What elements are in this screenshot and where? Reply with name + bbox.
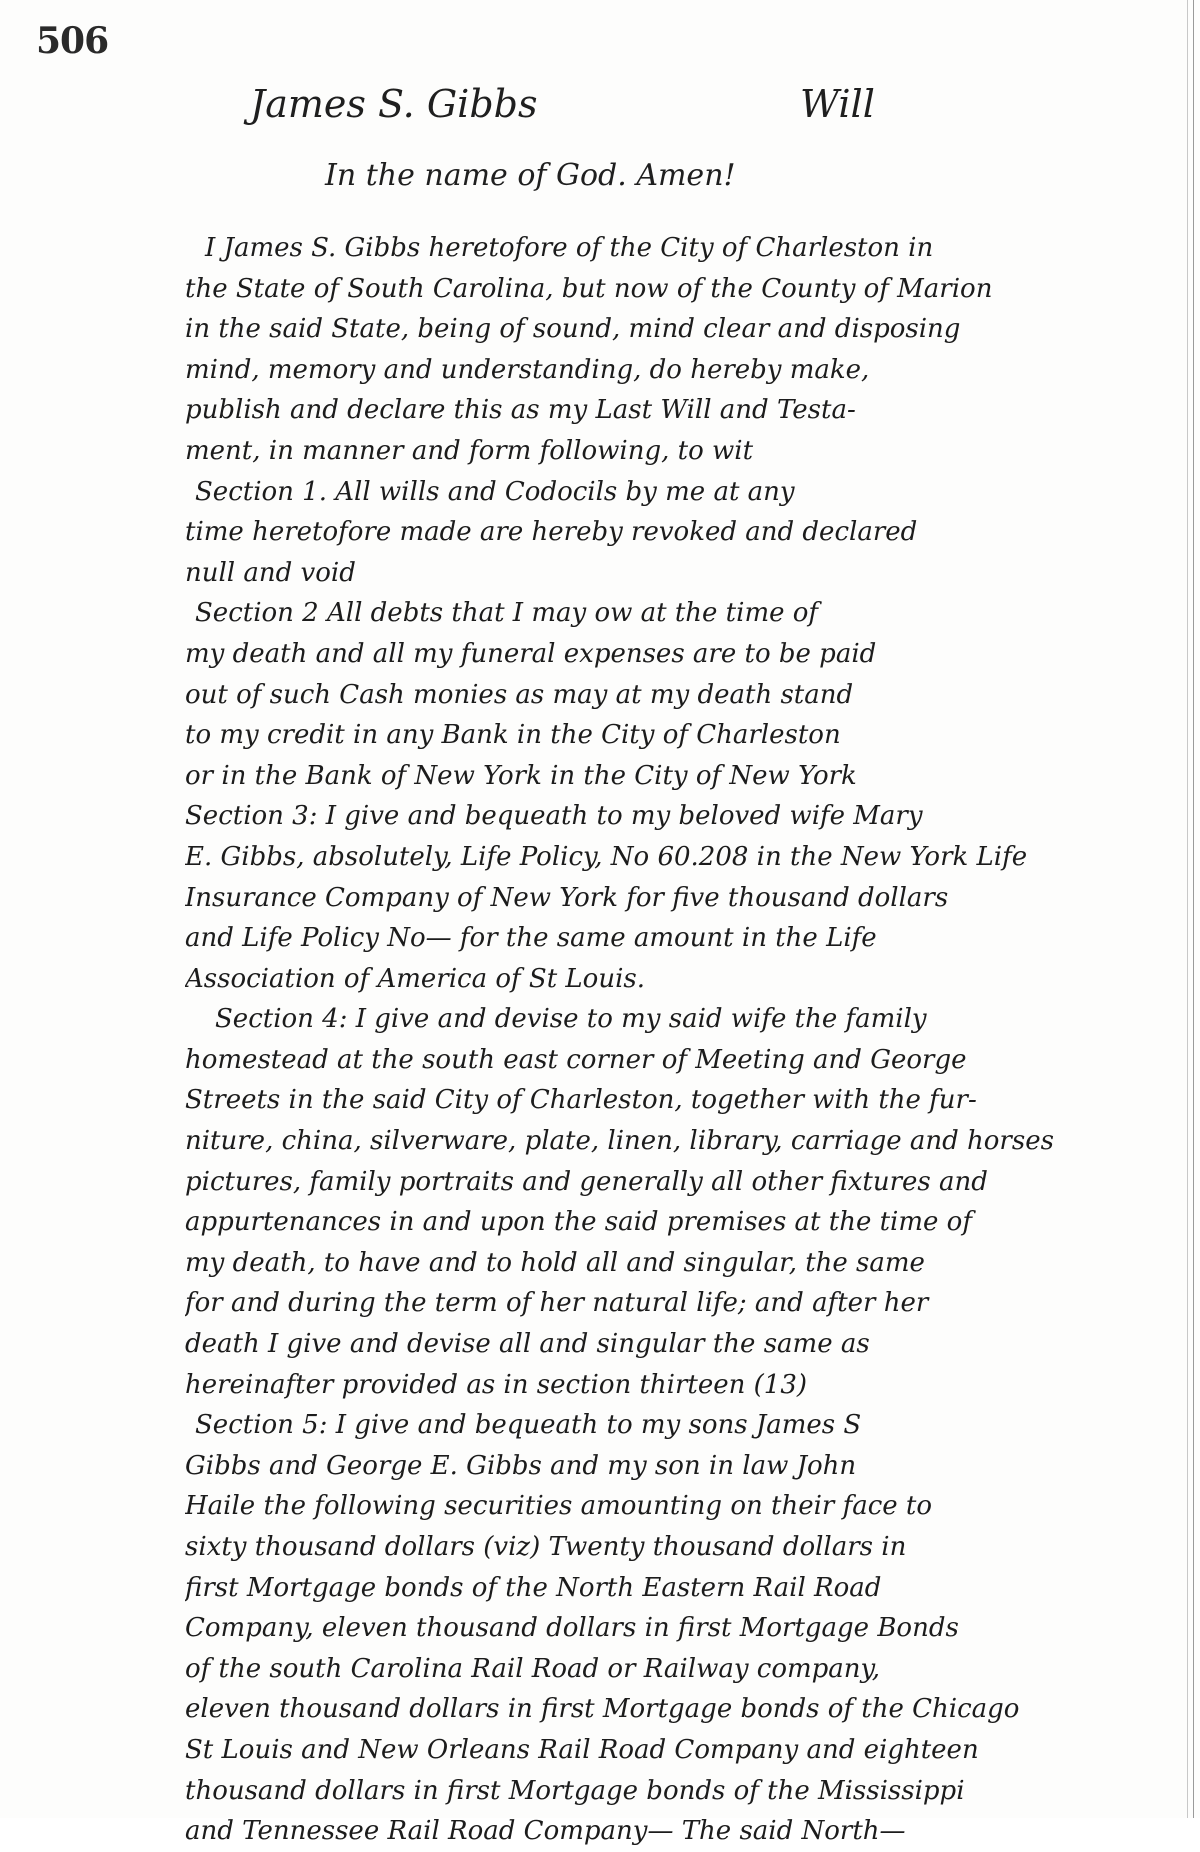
text-line: thousand dollars in first Mortgage bonds of the Mississippi	[185, 1775, 965, 1806]
text-line: niture, china, silverware, plate, linen, library, carriage and horses	[185, 1126, 1054, 1157]
text-line: appurtenances in and upon the said premises at the time of	[185, 1207, 972, 1238]
text-line: eleven thousand dollars in first Mortgage bonds of the Chicago	[185, 1694, 1020, 1725]
text-line: homestead at the south east corner of Meeting and George	[185, 1044, 967, 1075]
text-line: I James S. Gibbs heretofore of the City of Charleston in	[205, 233, 934, 263]
text-line: my death, to have and to hold all and singular, the same	[185, 1247, 925, 1278]
text-line: pictures, family portraits and generally all other fixtures and	[185, 1166, 988, 1197]
testator-name-heading: James S. Gibbs	[250, 82, 538, 126]
text-line: and Tennessee Rail Road Company— The said North—	[185, 1816, 906, 1847]
text-line: my death and all my funeral expenses are to be paid	[185, 638, 877, 669]
text-line: the State of South Carolina, but now of the County of Marion	[185, 273, 993, 304]
text-line: or in the Bank of New York in the City of New York	[185, 760, 857, 791]
text-line: Section 3: I give and bequeath to my beloved wife Mary	[185, 801, 923, 832]
text-line: time heretofore made are hereby revoked and declared	[185, 517, 918, 548]
text-line: to my credit in any Bank in the City of Charleston	[185, 720, 841, 751]
text-line: E. Gibbs, absolutely, Life Policy, No 60.208 in the New York Life	[185, 841, 1028, 872]
page-number: 506	[36, 20, 109, 62]
text-line: in the said State, being of sound, mind clear and disposing	[185, 314, 961, 345]
text-line: Insurance Company of New York for five thousand dollars	[185, 882, 949, 913]
text-line: sixty thousand dollars (viz) Twenty thousand dollars in	[185, 1532, 907, 1562]
text-line: publish and declare this as my Last Will and Testa-	[185, 395, 856, 426]
text-line: Association of America of St Louis.	[185, 963, 646, 994]
text-line: out of such Cash monies as may at my death stand	[185, 679, 854, 710]
text-line: and Life Policy No— for the same amount in the Life	[185, 923, 877, 954]
text-line: St Louis and New Orleans Rail Road Company and eighteen	[185, 1734, 979, 1765]
text-line: first Mortgage bonds of the North Eastern Rail Road	[185, 1572, 882, 1603]
text-line: Gibbs and George E. Gibbs and my son in law John	[185, 1450, 857, 1481]
text-line: ment, in manner and form following, to wit	[185, 435, 754, 466]
text-line: null and void	[185, 557, 356, 588]
text-line: death I give and devise all and singular the same as	[185, 1329, 870, 1360]
page-edge-line	[1193, 0, 1194, 1818]
text-line: Haile the following securities amounting on their face to	[185, 1491, 933, 1522]
document-type-heading: Will	[800, 82, 875, 126]
text-line: hereinafter provided as in section thirteen (13)	[185, 1369, 808, 1400]
page-edge-line	[1187, 0, 1188, 1818]
text-line: mind, memory and understanding, do hereby make,	[185, 354, 870, 385]
text-line: for and during the term of her natural life; and after her	[185, 1288, 929, 1319]
text-line: Company, eleven thousand dollars in first Mortgage Bonds	[185, 1613, 959, 1644]
text-line: Section 2 All debts that I may ow at the time of	[195, 598, 819, 629]
text-line: Streets in the said City of Charleston, together with the fur-	[185, 1085, 977, 1116]
text-line: of the south Carolina Rail Road or Railway company,	[185, 1653, 881, 1684]
text-line: Section 4: I give and devise to my said wife the family	[215, 1004, 927, 1035]
invocation-line: In the name of God. Amen!	[325, 158, 736, 193]
will-body-text	[185, 228, 1145, 1852]
text-line: Section 1. All wills and Codocils by me at any	[195, 476, 795, 507]
text-line: Section 5: I give and bequeath to my sons James S	[195, 1410, 862, 1441]
